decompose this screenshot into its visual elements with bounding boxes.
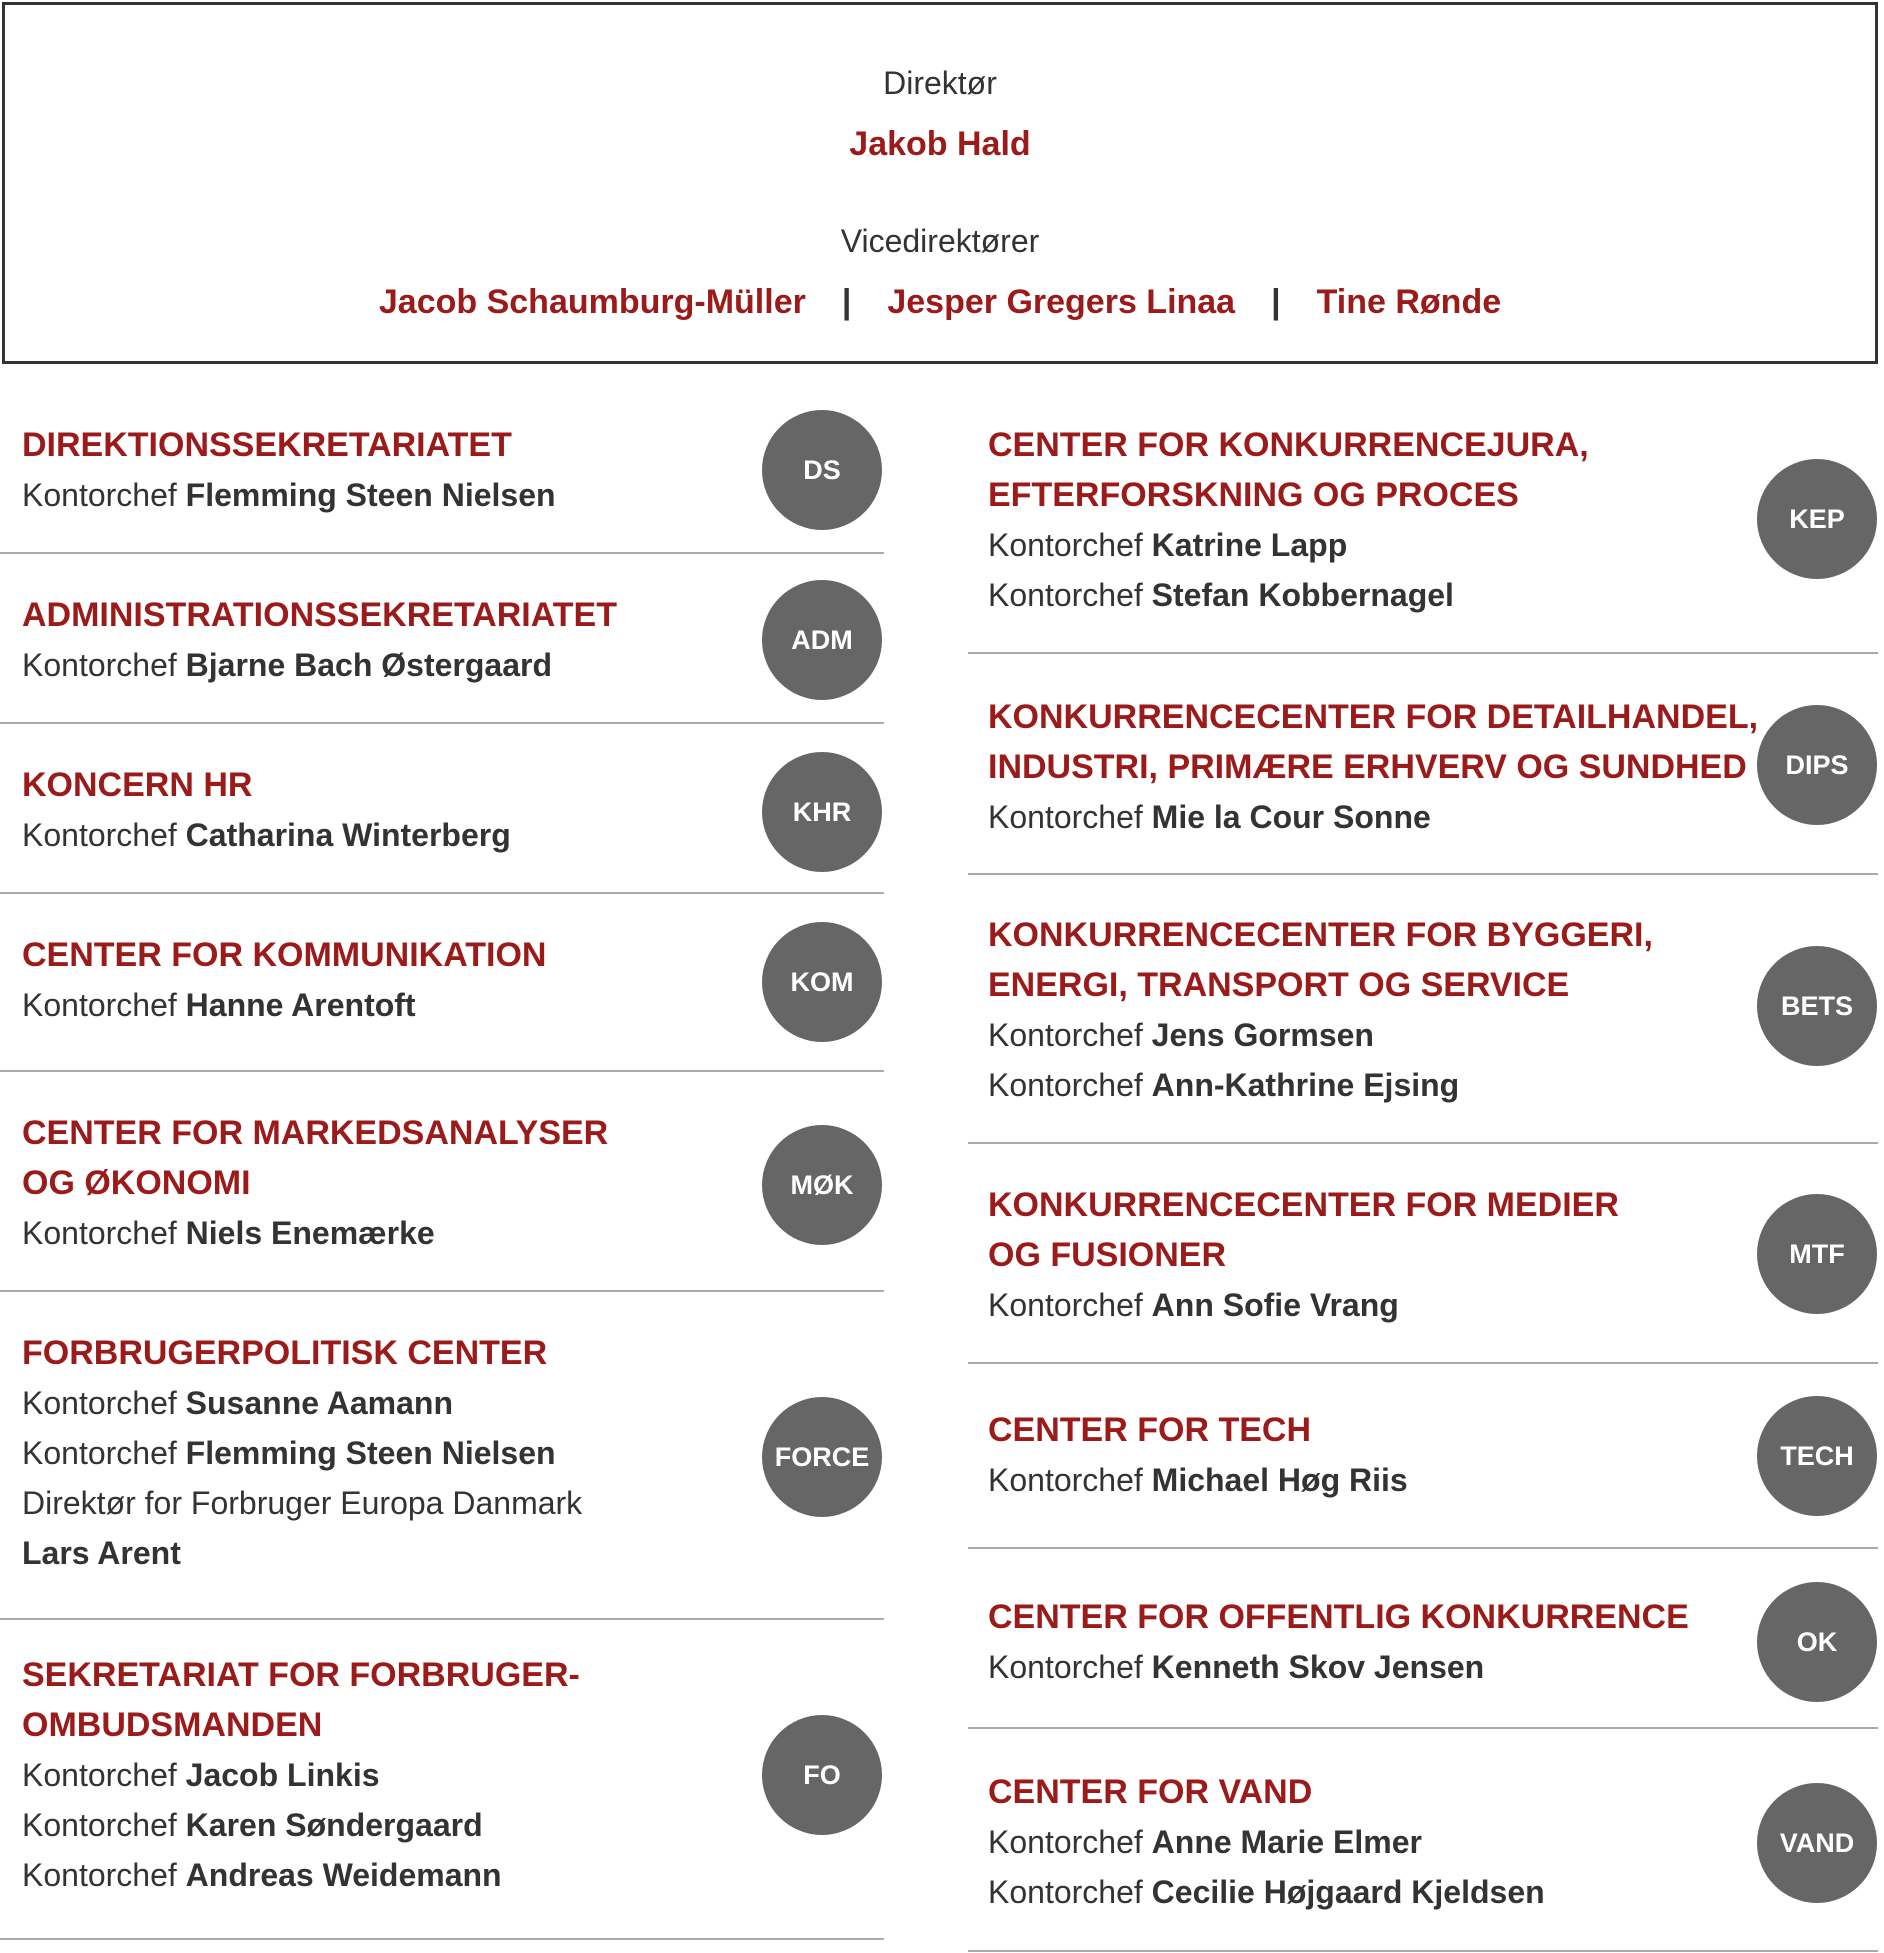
director-name: Jakob Hald: [849, 125, 1031, 163]
person-name: Flemming Steen Nielsen: [185, 1435, 556, 1471]
person-name: Karen Søndergaard: [185, 1807, 483, 1843]
unit-person: [988, 1010, 1653, 1060]
management-box: [2, 2, 1878, 364]
org-unit: [22, 1650, 580, 1900]
unit-abbreviation-badge: FO: [762, 1715, 882, 1835]
unit-person: [22, 1428, 582, 1478]
divider: [968, 873, 1878, 875]
unit-abbreviation-badge: VAND: [1757, 1783, 1877, 1903]
unit-abbreviation-badge: KOM: [762, 922, 882, 1042]
person-role: Kontorchef: [22, 647, 177, 683]
unit-person: [22, 1850, 580, 1900]
unit-title: CENTER FOR OFFENTLIG KONKURRENCE: [988, 1598, 1689, 1636]
divider: [0, 1938, 884, 1940]
person-role: Kontorchef: [988, 1874, 1143, 1910]
unit-person: [988, 1817, 1545, 1867]
person-name: Andreas Weidemann: [185, 1857, 502, 1893]
org-unit: [988, 1405, 1408, 1505]
unit-title: KONKURRENCECENTER FOR MEDIER: [988, 1186, 1619, 1224]
person-role: Kontorchef: [988, 1824, 1143, 1860]
unit-title: CENTER FOR VAND: [988, 1773, 1313, 1811]
person-name: Ann-Kathrine Ejsing: [1151, 1067, 1460, 1103]
unit-title: KONKURRENCECENTER FOR DETAILHANDEL,: [988, 698, 1759, 736]
divider: [968, 1547, 1878, 1549]
unit-person: [22, 1478, 582, 1528]
person-role: Kontorchef: [988, 577, 1143, 613]
person-role: Kontorchef: [22, 1857, 177, 1893]
unit-title: OG FUSIONER: [988, 1236, 1227, 1274]
person-role: Kontorchef: [988, 1287, 1143, 1323]
unit-person: [22, 1378, 582, 1428]
unit-title: SEKRETARIAT FOR FORBRUGER-: [22, 1656, 580, 1694]
person-role: Kontorchef: [22, 477, 177, 513]
unit-title: DIREKTIONSSEKRETARIATET: [22, 426, 512, 464]
unit-abbreviation-badge: FORCE: [762, 1397, 882, 1517]
person-name: Flemming Steen Nielsen: [185, 477, 556, 513]
person-name: Cecilie Højgaard Kjeldsen: [1151, 1874, 1545, 1910]
person-role: Kontorchef: [22, 1435, 177, 1471]
unit-abbreviation-badge: OK: [1757, 1582, 1877, 1702]
person-name: Mie la Cour Sonne: [1151, 799, 1431, 835]
person-role: Kontorchef: [22, 987, 177, 1023]
unit-person: [22, 980, 546, 1030]
divider: [968, 1142, 1878, 1144]
vice-director-name: Jacob Schaumburg-Müller: [378, 283, 806, 321]
person-role: Kontorchef: [988, 799, 1143, 835]
person-role: Kontorchef: [22, 1757, 177, 1793]
person-role: Kontorchef: [22, 1385, 177, 1421]
person-name: Ann Sofie Vrang: [1151, 1287, 1399, 1323]
divider: [968, 1950, 1878, 1952]
unit-title: FORBRUGERPOLITISK CENTER: [22, 1334, 548, 1372]
unit-person: [22, 1528, 582, 1578]
person-name: Jacob Linkis: [185, 1757, 380, 1793]
unit-person: [22, 1800, 580, 1850]
divider: [968, 652, 1878, 654]
unit-title: CENTER FOR MARKEDSANALYSER: [22, 1114, 609, 1152]
director-title: Direktør: [883, 65, 997, 101]
divider: [968, 1362, 1878, 1364]
unit-person: [988, 1280, 1619, 1330]
unit-abbreviation-badge: BETS: [1757, 946, 1877, 1066]
unit-person: [988, 1642, 1689, 1692]
person-name: Catharina Winterberg: [185, 817, 511, 853]
unit-person: [22, 470, 556, 520]
unit-title: CENTER FOR TECH: [988, 1411, 1311, 1449]
divider: [0, 892, 884, 894]
org-unit: [988, 420, 1589, 620]
divider: [0, 1618, 884, 1620]
person-name: Hanne Arentoft: [185, 987, 416, 1023]
person-role: Kontorchef: [988, 527, 1143, 563]
person-role: Kontorchef: [988, 1462, 1143, 1498]
person-name: Niels Enemærke: [185, 1215, 435, 1251]
org-unit: [988, 1180, 1619, 1330]
unit-title: ENERGI, TRANSPORT OG SERVICE: [988, 966, 1570, 1004]
unit-title: INDUSTRI, PRIMÆRE ERHVERV OG SUNDHED: [988, 748, 1747, 786]
person-role: Kontorchef: [22, 817, 177, 853]
person-name: Kenneth Skov Jensen: [1151, 1649, 1485, 1685]
divider: [0, 1070, 884, 1072]
unit-person: [22, 1750, 580, 1800]
divider: [968, 1727, 1878, 1729]
person-name: Stefan Kobbernagel: [1151, 577, 1454, 613]
person-role: Kontorchef: [988, 1017, 1143, 1053]
separator: |: [1271, 283, 1281, 321]
person-name: Katrine Lapp: [1151, 527, 1348, 563]
unit-person: [22, 810, 511, 860]
org-unit: [988, 910, 1653, 1110]
unit-abbreviation-badge: MTF: [1757, 1194, 1877, 1314]
divider: [0, 1290, 884, 1292]
separator: |: [841, 283, 852, 321]
unit-person: [22, 1208, 608, 1258]
unit-person: [22, 640, 617, 690]
org-unit: [988, 1592, 1689, 1692]
person-role: Kontorchef: [988, 1649, 1143, 1685]
unit-abbreviation-badge: DIPS: [1757, 705, 1877, 825]
unit-abbreviation-badge: DS: [762, 410, 882, 530]
unit-title: ADMINISTRATIONSSEKRETARIATET: [22, 596, 617, 634]
unit-abbreviation-badge: TECH: [1757, 1396, 1877, 1516]
unit-abbreviation-badge: KHR: [762, 752, 882, 872]
divider: [0, 722, 884, 724]
person-name: Bjarne Bach Østergaard: [185, 647, 553, 683]
org-unit: [22, 760, 511, 860]
unit-title: EFTERFORSKNING OG PROCES: [988, 476, 1519, 514]
person-name: Lars Arent: [22, 1535, 181, 1571]
unit-title: KONCERN HR: [22, 766, 253, 804]
unit-abbreviation-badge: ADM: [762, 580, 882, 700]
unit-person: [988, 792, 1758, 842]
unit-person: [988, 520, 1589, 570]
org-unit: [988, 692, 1758, 842]
vice-directors-row: [5, 283, 1875, 322]
person-name: Jens Gormsen: [1151, 1017, 1374, 1053]
unit-person: [988, 1060, 1653, 1110]
org-unit: [22, 1328, 582, 1578]
org-unit: [22, 1108, 608, 1258]
org-unit: [22, 420, 556, 520]
org-unit: [988, 1767, 1545, 1917]
unit-person: [988, 570, 1589, 620]
unit-title: CENTER FOR KOMMUNIKATION: [22, 936, 547, 974]
org-unit: [22, 930, 546, 1030]
unit-title: CENTER FOR KONKURRENCEJURA,: [988, 426, 1589, 464]
person-role: Kontorchef: [22, 1215, 177, 1251]
person-role: Direktør for Forbruger Europa Danmark: [22, 1485, 583, 1521]
person-name: Michael Høg Riis: [1151, 1462, 1408, 1498]
person-name: Anne Marie Elmer: [1151, 1824, 1422, 1860]
person-role: Kontorchef: [988, 1067, 1143, 1103]
person-name: Susanne Aamann: [185, 1385, 453, 1421]
unit-title: OMBUDSMANDEN: [22, 1706, 323, 1744]
vice-director-name: Tine Rønde: [1316, 283, 1502, 321]
vice-directors-title: Vicedirektører: [840, 223, 1040, 259]
org-unit: [22, 590, 617, 690]
unit-person: [988, 1867, 1545, 1917]
unit-title: KONKURRENCECENTER FOR BYGGERI,: [988, 916, 1653, 954]
divider: [0, 552, 884, 554]
vice-director-name: Jesper Gregers Linaa: [887, 283, 1236, 321]
unit-title: OG ØKONOMI: [22, 1164, 251, 1202]
person-role: Kontorchef: [22, 1807, 177, 1843]
unit-person: [988, 1455, 1408, 1505]
unit-abbreviation-badge: KEP: [1757, 459, 1877, 579]
unit-abbreviation-badge: MØK: [762, 1125, 882, 1245]
